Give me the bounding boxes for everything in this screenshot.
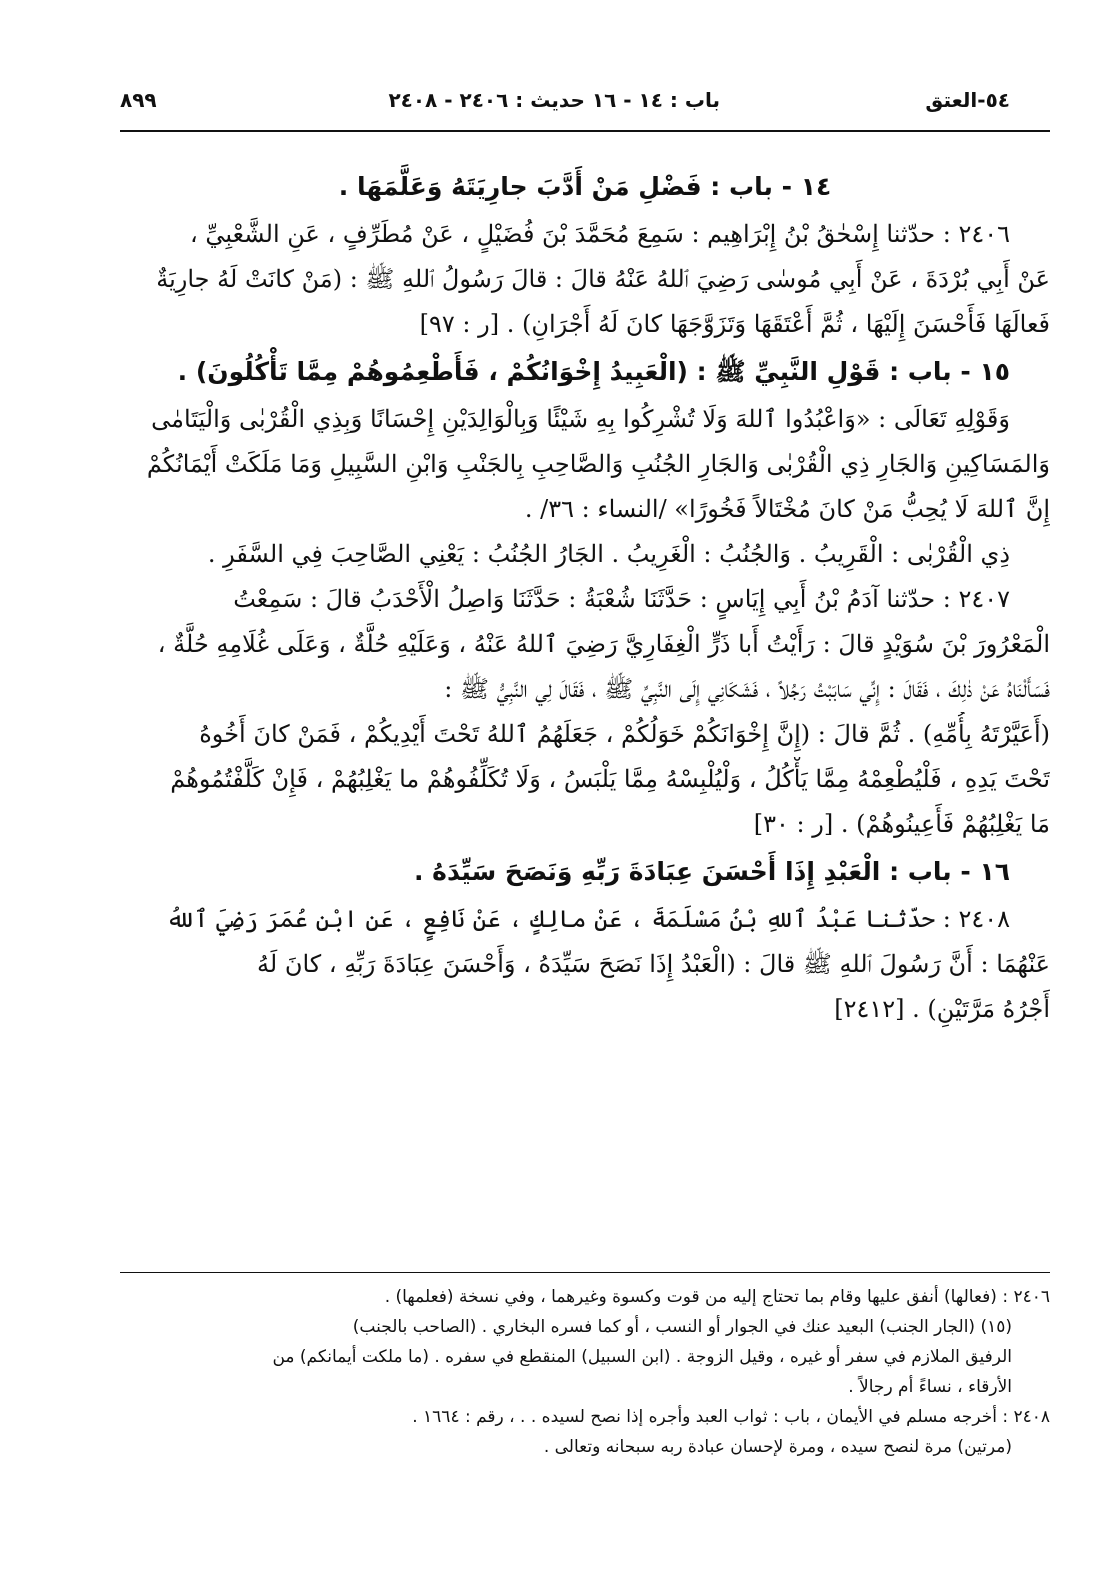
footnote-2408-sub: (مرتين) مرة لنصح سيده ، ومرة لإحسان عبادة ربه سبحانه وتعالى .: [543, 1437, 1012, 1457]
hadith-line: ٢٤٠٨ : حدّثنا عَبْدُ ٱللهِ بْنُ مَسْلَمَةَ ، عَنْ مالِكٍ ، عَنْ نَافِعٍ ، عَنِ ابْنِ عُمَرَ رَضِيَ ٱللهُ: [166, 905, 1010, 933]
quran-verse: [120, 397, 1050, 532]
footnote-15-line: الأرقاء ، نساءً أم رجالاً .: [848, 1377, 1012, 1397]
hadith-line: أَجْرُهُ مَرَّتَيْنِ) . [٢٤١٢]: [834, 995, 1050, 1023]
hadith-2408: [120, 897, 1050, 1032]
header-rule: [120, 130, 1050, 132]
chapter-15-title: ١٥ - باب : قَوْلِ النَّبِيِّ ﷺ : (الْعَبِيدُ إِخْوَانُكُمْ ، فَأَطْعِمُوهُمْ مِمَّا تَأْكُلُونَ) .: [177, 357, 1010, 386]
hadith-line: ٢٤٠٦ : حدّثنا إِسْحٰقُ بْنُ إِبْرَاهِيم : سَمِعَ مُحَمَّدَ بْنَ فُضَيْلٍ ، عَنْ مُطَرِّفٍ ، عَنِ الشَّعْبِيِّ ،: [190, 220, 1010, 248]
verse-line: وَالمَسَاكِينِ وَالجَارِ ذِي الْقُرْبٰى وَالجَارِ الجُنُبِ وَالصَّاحِبِ بِالجَنْبِ وَابْنِ السَّبِيلِ وَمَا مَلَكَتْ أَيْمَانُكُمْ: [146, 450, 1050, 478]
main-text: [120, 162, 1050, 1032]
hadith-2407: [120, 577, 1050, 847]
chapter-14-title: ١٤ - باب : فَضْلِ مَنْ أَدَّبَ جارِيَتَهُ وَعَلَّمَهَا .: [338, 172, 832, 201]
hadith-line: (أَعَيَّرْتَهُ بِأُمِّهِ) . ثُمَّ قالَ : (إِنَّ إِخْوَانَكُمْ خَوَلُكُمْ ، جَعَلَهُمُ ٱللهُ تَحْتَ أَيْدِيكُمْ ، فَمَنْ كانَ أَخُوهُ: [199, 720, 1050, 748]
book-title: ٥٤-العتق: [925, 88, 1010, 112]
hadith-line: عَنْ أَبِي بُرْدَةَ ، عَنْ أَبِي مُوسٰى رَضِيَ ٱللهُ عَنْهُ قالَ : قالَ رَسُولُ ٱللهِ ﷺ : (مَنْ كانَتْ لَهُ جارِيَةٌ: [156, 265, 1050, 293]
hadith-line: عَنْهُمَا : أَنَّ رَسُولَ ٱللهِ ﷺ قالَ : (الْعَبْدُ إِذَا نَصَحَ سَيِّدَهُ ، وَأَحْسَنَ عِبَادَةَ رَبِّهِ ، كانَ لَهُ: [257, 950, 1050, 978]
hadith-line: ٢٤٠٧ : حدّثنا آدَمُ بْنُ أَبِي إِيَاسٍ : حَدَّثَنَا شُعْبَةُ : حَدَّثَنَا وَاصِلُ الْأَحْدَبُ قالَ : سَمِعْتُ: [233, 585, 1010, 613]
footnote-2408: ٢٤٠٨ : أخرجه مسلم في الأيمان ، باب : ثواب العبد وأجره إذا نصح لسيده . . ، رقم : ١٦٦٤ .: [412, 1407, 1050, 1427]
hadith-line: الْمَعْرُورَ بْنَ سُوَيْدٍ قالَ : رَأَيْتُ أَبا ذَرٍّ الْغِفَارِيَّ رَضِيَ ٱللهُ عَنْهُ ، وَعَلَيْهِ حُلَّةٌ ، وَعَلَى غُلَامِهِ حُلَّةٌ ،: [157, 630, 1050, 658]
footnote-2406: ٢٤٠٦ : (فعالها) أنفق عليها وقام بما تحتاج إليه من قوت وكسوة وغيرهما ، وفي نسخة (فعلمها) .: [384, 1287, 1050, 1307]
footnote-15-line: الرفيق الملازم في سفر أو غيره ، وقيل الزوجة . (ابن السبيل) المنقطع في سفره . (ما ملكت أيمانكم) من: [272, 1347, 1012, 1367]
footnote-15-line: (١٥) (الجار الجنب) البعيد عنك في الجوار أو النسب ، أو كما فسره البخاري . (الصاحب بالجنب): [352, 1317, 1012, 1337]
hadith-2406: [120, 212, 1050, 347]
hadith-line: مَا يَغْلِبُهُمْ فَأَعِينُوهُمْ) . [ر : ٣٠]: [753, 810, 1050, 838]
chapter-16-title: ١٦ - باب : الْعَبْدِ إِذَا أَحْسَنَ عِبَادَةَ رَبِّهِ وَنَصَحَ سَيِّدَهُ .: [413, 857, 1010, 886]
verse-line: إِنَّ ٱللهَ لَا يُحِبُّ مَنْ كانَ مُخْتَالاً فَخُورًا» /النساء : ٣٦/ .: [524, 495, 1050, 523]
hadith-line: فَعالَهَا فَأَحْسَنَ إِلَيْهَا ، ثُمَّ أَعْتَقَهَا وَتَزَوَّجَهَا كانَ لَهُ أَجْرَانِ) . [ر : ٩٧]: [419, 310, 1050, 338]
chapter-hadith-range: باب : ١٤ - ١٦ حديث : ٢٤٠٦ - ٢٤٠٨: [388, 88, 720, 112]
page-number: ٨٩٩: [120, 88, 157, 112]
footnote-rule: [120, 1272, 1050, 1273]
document-page: [120, 70, 1050, 1457]
footnotes: [120, 1282, 1050, 1462]
gloss: [120, 532, 1050, 577]
hadith-line: تَحْتَ يَدِهِ ، فَلْيُطْعِمْهُ مِمَّا يَأْكُلُ ، وَلْيُلْبِسْهُ مِمَّا يَلْبَسُ ، وَلَا تُكَلِّفُوهُمْ ما يَغْلِبُهُمْ ، فَإِنْ كَلَّفْتُمُوهُمْ: [170, 765, 1050, 793]
page-header: [120, 70, 1050, 120]
verse-line: وَقَوْلِهِ تَعَالَى : «وَاعْبُدُوا ٱللهَ وَلَا تُشْرِكُوا بِهِ شَيْئًا وَبِالْوَالِدَيْنِ إِحْسَانًا وَبِذِي الْقُرْبٰى وَالْيَتَامٰى: [151, 405, 1010, 433]
hadith-line: فَسَأَلْنَاهُ عَنْ ذٰلِكَ ، فَقَالَ : إِنِّي سَابَبْتُ رَجُلاً ، فَشَكَانِي إِلَى النَّبِيِّ ﷺ ، فَقَالَ لِي النَّبِيُّ ﷺ :: [444, 675, 1050, 703]
gloss-line: ذِي الْقُرْبٰى : الْقَرِيبُ . وَالجُنُبُ : الْغَرِيبُ . الجَارُ الجُنُبُ : يَعْنِي الصَّاحِبَ فِي السَّفَرِ .: [207, 540, 1010, 568]
